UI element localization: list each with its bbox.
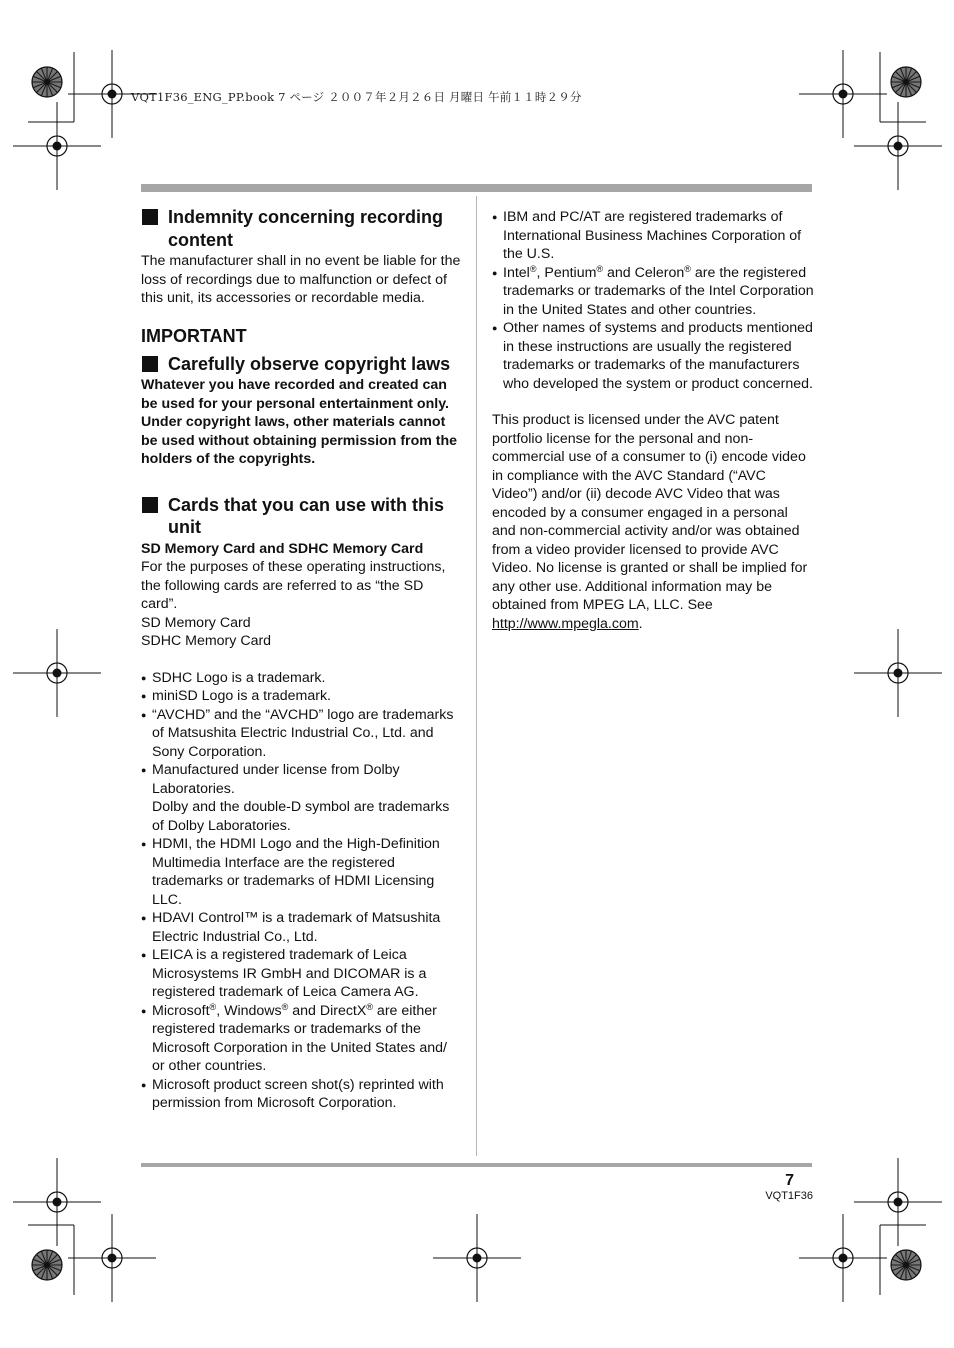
bullet-icon: ● — [141, 672, 147, 683]
page-number: 7 — [785, 1172, 794, 1189]
bullet-icon: ● — [492, 267, 498, 278]
registered-mark: ® — [366, 1001, 373, 1012]
registered-mark: ® — [596, 263, 604, 274]
heading-square-icon — [142, 497, 158, 513]
registered-mark: ® — [281, 1001, 289, 1012]
list-item: ● Manufactured under license from Dolby Laboratories. Dolby and the double-D symbol are trademarks of Dolby Laboratories. — [141, 762, 450, 834]
trademark-list-left — [141, 669, 463, 1113]
section-heading-indemnity: Indemnity concerning recording content — [141, 206, 463, 251]
print-info-line: VQT1F36_ENG_PP.book 7 ページ ２００７年２月２６日 月曜日 午前１１時２９分 — [131, 90, 582, 104]
cards-text: For the purposes of these operating instructions, the following cards are referred to as “the SD card”. — [141, 559, 446, 612]
footer-rule — [141, 1163, 812, 1167]
list-item: ● “AVCHD” and the “AVCHD” logo are trademarks of Matsushita Electric Industrial Co., Ltd. and Sony Corporation. — [141, 706, 454, 760]
list-item: ● HDAVI Control™ is a trademark of Matsushita Electric Industrial Co., Ltd. — [141, 910, 441, 945]
right-column — [492, 208, 814, 633]
list-item: ● Other names of systems and products mentioned in these instructions are usually the registered trademarks or trademarks of the manufacturers who developed the system or product concerned. — [492, 320, 813, 392]
heading-square-icon — [142, 209, 158, 225]
bullet-icon: ● — [141, 1005, 147, 1016]
list-item: ● HDMI, the HDMI Logo and the High-Definition Multimedia Interface are the registered trademarks or trademarks of HDMI Licensing LLC. — [141, 836, 440, 908]
list-item: ● Microsoft®, Windows® and DirectX® are either registered trademarks or trademarks of the Microsoft Corporation in the United States and/ or other countries. — [141, 1001, 447, 1074]
left-column — [141, 206, 463, 1113]
registered-mark: ® — [684, 263, 691, 274]
header-rule — [141, 184, 812, 192]
mpegla-link[interactable]: http://www.mpegla.com — [492, 615, 639, 632]
indemnity-text: The manufacturer shall in no event be liable for the loss of recordings due to malfunction or defect of this unit, its accessories or recordable media. — [141, 253, 461, 306]
bullet-icon: ● — [141, 691, 147, 701]
avc-license-text: This product is licensed under the AVC patent portfolio license for the personal and non-commercial use of a consumer to (i) encode video in compliance with the AVC Standard (“AVC Video”) and/or (ii) decode AVC Video that was encoded by a consumer engaged in a personal and non-commercial activity and/or was obtained from a video provider licensed to provide AVC Video. No license is granted or shall be implied for any other use. Additional information may be obtained from MPEG LA, LLC. See http://www.mpegla.com. — [492, 412, 808, 632]
bullet-icon: ● — [492, 323, 498, 333]
trademark-list-right — [492, 208, 814, 393]
column-divider — [476, 196, 477, 1156]
bullet-icon: ● — [141, 839, 147, 849]
list-item: ● Microsoft product screen shot(s) reprinted with permission from Microsoft Corporation. — [141, 1076, 444, 1111]
heading-square-icon — [142, 356, 158, 372]
important-heading: IMPORTANT — [141, 325, 247, 346]
bullet-icon: ● — [141, 765, 147, 775]
list-item: ● Intel®, Pentium® and Celeron® are the registered trademarks or trademarks of the Intel Corporation in the United States and other countries. — [492, 263, 814, 318]
list-item: ● LEICA is a registered trademark of Leica Microsystems IR GmbH and DICOMAR is a registered trademark of Leica Camera AG. — [141, 947, 427, 1000]
section-heading-copyright: Carefully observe copyright laws — [141, 353, 463, 376]
bullet-icon: ● — [141, 709, 147, 720]
list-item: ● SDHC Logo is a trademark. — [141, 669, 326, 686]
bullet-icon: ● — [141, 1079, 147, 1090]
card-name-sd: SD Memory Card — [141, 614, 251, 631]
list-item: ● miniSD Logo is a trademark. — [141, 688, 331, 704]
model-code: VQT1F36 — [765, 1190, 813, 1202]
registered-mark: ® — [209, 1001, 217, 1012]
cards-subheading: SD Memory Card and SDHC Memory Card — [141, 540, 424, 557]
section-heading-cards: Cards that you can use with this unit — [141, 494, 463, 539]
list-item: ● IBM and PC/AT are registered trademarks of International Business Machines Corporation of the U.S. — [492, 209, 802, 262]
copyright-text: Whatever you have recorded and created can be used for your personal entertainment only. Under copyright laws, other materials cannot be used without obtaining permission from the holders of the copyrights. — [141, 377, 458, 467]
bullet-icon: ● — [492, 212, 498, 222]
bullet-icon: ● — [141, 913, 147, 923]
bullet-icon: ● — [141, 950, 147, 960]
registered-mark: ® — [529, 263, 537, 274]
card-name-sdhc: SDHC Memory Card — [141, 633, 272, 649]
